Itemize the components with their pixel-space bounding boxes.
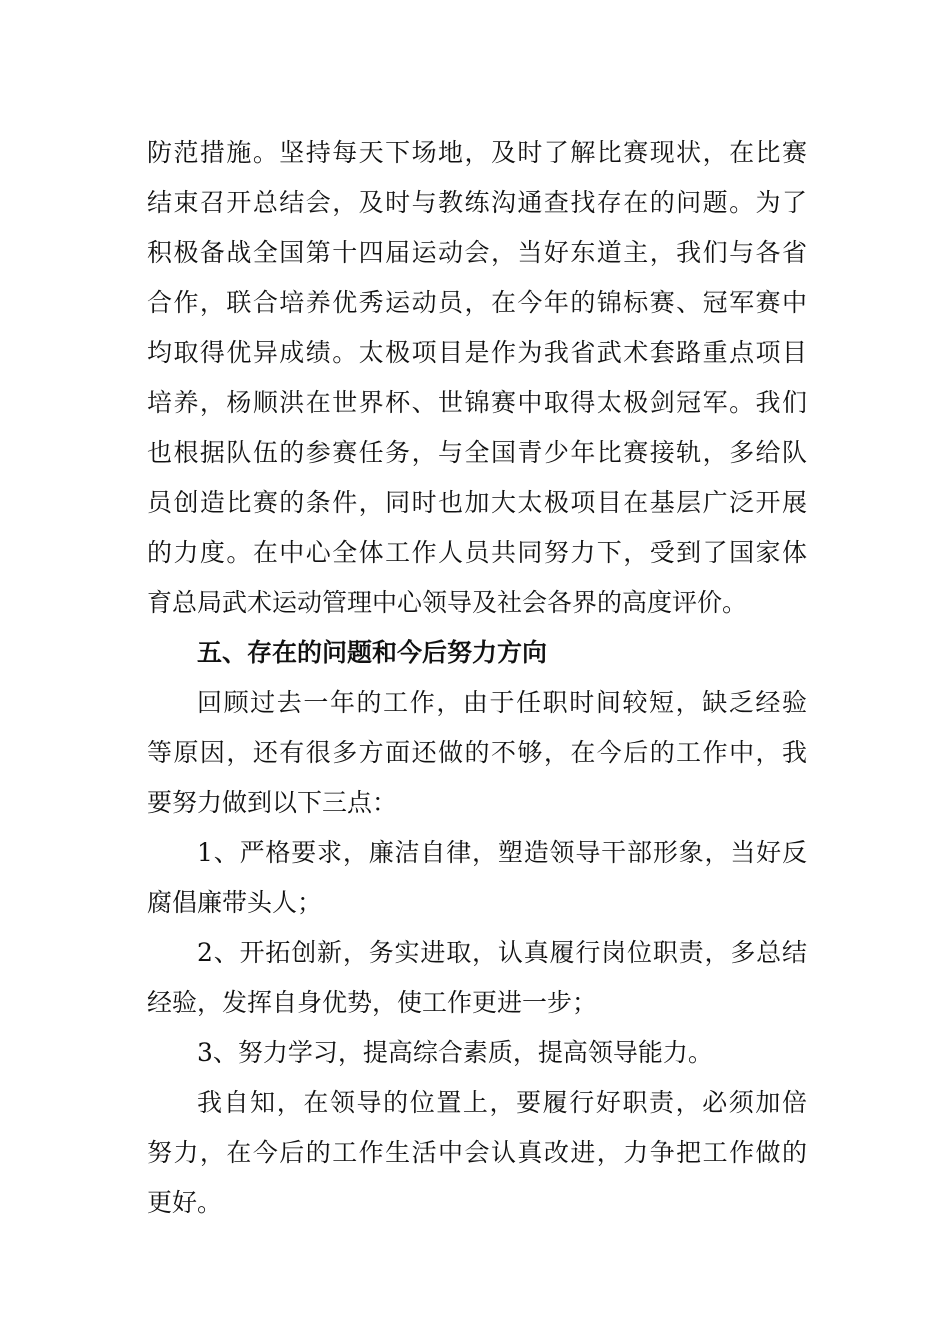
paragraph-line: 育总局武术运动管理中心领导及社会各界的高度评价。 [147, 588, 748, 617]
paragraph-line: 均取得优异成绩。太极项目是作为我省武术套路重点项目 [147, 338, 807, 367]
paragraph-line: 员创造比赛的条件，同时也加大太极项目在基层广泛开展 [147, 488, 807, 517]
list-item-line: 经验，发挥自身优势，使工作更进一步； [147, 988, 598, 1017]
paragraph-line: 积极备战全国第十四届运动会，当好东道主，我们与各省 [147, 238, 807, 267]
list-item-line: 腐倡廉带头人； [147, 888, 323, 917]
paragraph-line: 结束召开总结会，及时与教练沟通查找存在的问题。为了 [147, 188, 807, 217]
paragraph-line: 要努力做到以下三点： [147, 788, 398, 817]
paragraph-line: 更好。 [147, 1188, 223, 1217]
paragraph-line: 努力，在今后的工作生活中会认真改进，力争把工作做的 [147, 1138, 807, 1167]
paragraph-line: 防范措施。坚持每天下场地，及时了解比赛现状，在比赛 [147, 138, 807, 167]
list-item-line: 1、严格要求，廉洁自律，塑造领导干部形象，当好反 [197, 838, 807, 867]
paragraph-line: 回顾过去一年的工作，由于任职时间较短，缺乏经验 [197, 688, 807, 717]
paragraph-line: 等原因，还有很多方面还做的不够，在今后的工作中，我 [147, 738, 807, 767]
paragraph-line: 合作，联合培养优秀运动员，在今年的锦标赛、冠军赛中 [147, 288, 807, 317]
list-item-line: 2、开拓创新，务实进取，认真履行岗位职责，多总结 [197, 938, 807, 967]
paragraph-line: 也根据队伍的参赛任务，与全国青少年比赛接轨，多给队 [147, 438, 807, 467]
section-heading: 五、存在的问题和今后努力方向 [197, 638, 548, 667]
paragraph-line: 培养，杨顺洪在世界杯、世锦赛中取得太极剑冠军。我们 [147, 388, 807, 417]
paragraph-line: 我自知，在领导的位置上，要履行好职责，必须加倍 [197, 1088, 807, 1117]
list-item-line: 3、努力学习，提高综合素质，提高领导能力。 [197, 1038, 713, 1067]
paragraph-line: 的力度。在中心全体工作人员共同努力下，受到了国家体 [147, 538, 807, 567]
